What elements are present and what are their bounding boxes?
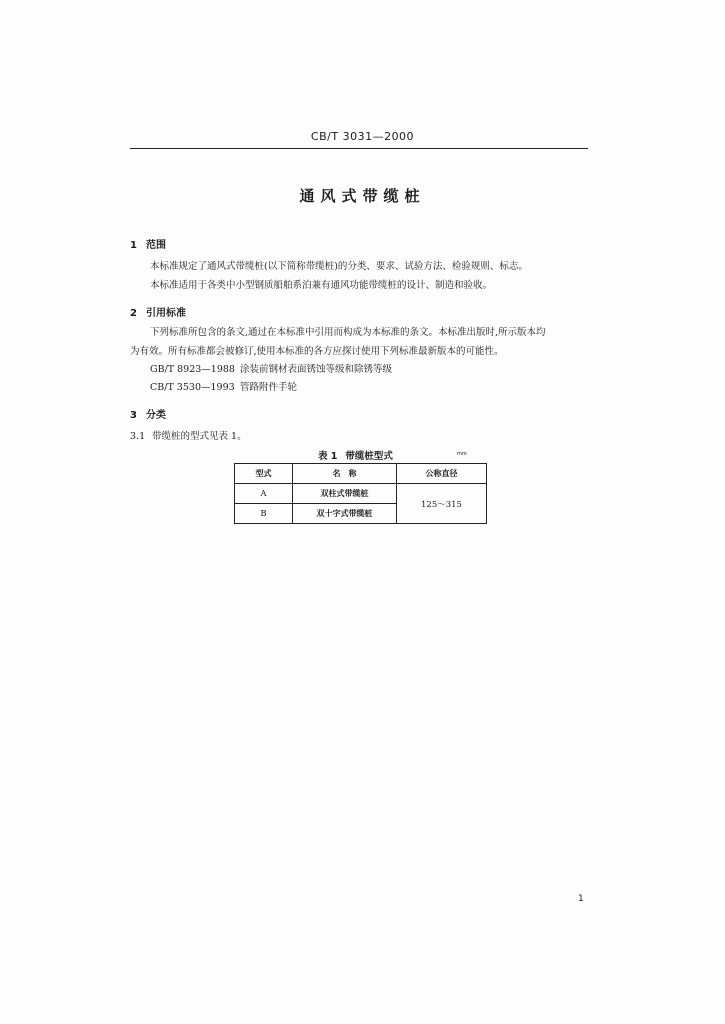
cell-type: B <box>235 504 293 524</box>
section-number: 2 <box>130 308 137 319</box>
reference-code: CB/T 3530—1993 <box>150 382 235 393</box>
reference-item <box>150 364 392 376</box>
section-1-heading <box>130 236 166 251</box>
cell-type: A <box>235 484 293 504</box>
cell-name: 双柱式带缆桩 <box>293 484 397 504</box>
table-caption <box>318 448 393 462</box>
cell-name: 双十字式带缆桩 <box>293 504 397 524</box>
standard-code-header: CB/T 3031—2000 <box>310 130 415 143</box>
scope-paragraph-1: 本标准规定了通风式带缆桩(以下简称带缆桩)的分类、要求、试验方法、检验规则、标志。 <box>150 261 528 272</box>
clause-3-1 <box>130 431 247 443</box>
cell-diameter-range: 125～315 <box>397 484 487 524</box>
type-table <box>234 463 487 524</box>
scope-paragraph-2: 本标准适用于各类中小型钢质船舶系泊兼有通风功能带缆桩的设计、制造和验收。 <box>150 280 493 291</box>
section-title: 分类 <box>146 410 166 421</box>
clause-text: 带缆桩的型式见表 1。 <box>152 431 247 442</box>
header-name: 名 称 <box>293 464 397 484</box>
table-header-row <box>235 464 487 484</box>
header-type: 型式 <box>235 464 293 484</box>
table-number: 表 1 <box>318 451 338 462</box>
references-intro-line-1: 下列标准所包含的条文,通过在本标准中引用而构成为本标准的条文。本标准出版时,所示版本均 <box>150 327 546 338</box>
reference-code: GB/T 8923—1988 <box>150 364 235 375</box>
reference-item <box>150 382 297 394</box>
document-title: 通风式带缆桩 <box>299 187 426 205</box>
page-number: 1 <box>578 894 584 904</box>
section-2-heading <box>130 304 186 319</box>
section-3-heading <box>130 406 166 421</box>
table-unit: mm <box>457 451 467 457</box>
section-number: 1 <box>130 240 137 251</box>
section-title: 范围 <box>146 240 166 251</box>
references-intro-line-2: 为有效。所有标准都会被修订,使用本标准的各方应探讨使用下列标准最新版本的可能性。 <box>130 346 504 357</box>
header-rule <box>130 148 588 149</box>
table-title: 带缆桩型式 <box>345 451 393 462</box>
section-number: 3 <box>130 410 137 421</box>
header-diameter: 公称直径 <box>397 464 487 484</box>
section-title: 引用标准 <box>146 308 186 319</box>
reference-title: 管路附件手轮 <box>240 382 298 393</box>
reference-title: 涂装前钢材表面锈蚀等级和除锈等级 <box>240 364 393 375</box>
clause-number: 3.1 <box>130 431 146 442</box>
table-row <box>235 484 487 504</box>
